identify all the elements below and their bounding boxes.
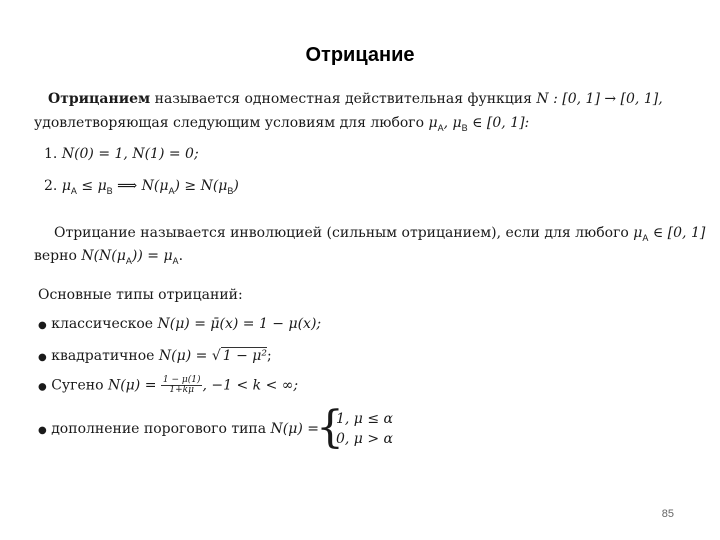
condition-2-math-c: ⟹ N(μ (112, 178, 169, 194)
definition-line-2 (34, 114, 529, 137)
type-threshold (38, 420, 319, 440)
condition-2-math-b: ≤ μ (76, 178, 107, 194)
involution-sub-1: A (642, 232, 649, 243)
involution-line-2 (34, 247, 183, 270)
bullet-icon: ● (38, 425, 47, 436)
involution-math-2b: )) = μ (131, 248, 173, 264)
definition-sub-a: A (437, 122, 444, 133)
type-classic (38, 315, 321, 335)
involution-text-2: верно (34, 248, 82, 264)
involution-sub-2b: A (172, 255, 179, 266)
sqrt-icon: √ (211, 348, 221, 364)
bullet-icon: ● (38, 381, 47, 393)
condition-1-math: N(0) = 1, N(1) = 0; (61, 146, 199, 162)
condition-1 (44, 145, 199, 163)
condition-1-number: 1. (44, 146, 58, 162)
condition-2-sub-d: B (227, 185, 234, 196)
condition-2-math-e: ) (233, 178, 239, 194)
type-threshold-label: дополнение порогового типа (51, 421, 271, 437)
sugeno-fraction (161, 376, 203, 395)
types-heading: Основные типы отрицаний: (38, 287, 243, 303)
type-quadratic-sqrt: 1 − μ² (222, 348, 267, 364)
condition-2-sub-c: A (168, 185, 175, 196)
condition-2-sub-b: B (106, 185, 113, 196)
definition-math-1: N : [0, 1] → [0, 1], (536, 91, 663, 107)
type-classic-label: классическое (51, 316, 158, 332)
slide-title: Отрицание (305, 44, 415, 66)
definition-text-1: называется одноместная действительная функция (150, 91, 537, 107)
bullet-icon: ● (38, 320, 47, 331)
type-sugeno-label: Сугено (51, 377, 108, 394)
involution-line-1 (54, 224, 705, 247)
left-brace-icon: { (316, 402, 344, 453)
definition-math-2b: , μ (443, 115, 462, 131)
type-threshold-math: N(μ) = (270, 421, 319, 437)
type-sugeno-math: N(μ) = (107, 377, 161, 394)
condition-2-math-a: μ (61, 178, 71, 194)
definition-line-1 (48, 90, 663, 108)
type-quadratic (38, 347, 272, 367)
bullet-icon: ● (38, 352, 47, 363)
threshold-cases (336, 409, 393, 449)
type-quadratic-end: ; (267, 348, 272, 364)
type-quadratic-math: N(μ) = (158, 348, 212, 364)
page-number: 85 (661, 508, 674, 520)
type-classic-math: N(μ) = μ̄(x) = 1 − μ(x); (157, 316, 322, 332)
definition-text-2: удовлетворяющая следующим условиям для любого (34, 115, 429, 131)
type-sugeno (38, 376, 298, 397)
involution-math-1a: μ (633, 225, 643, 241)
condition-2-math-d: ) ≥ N(μ (174, 178, 228, 194)
type-quadratic-label: квадратичное (51, 348, 159, 364)
threshold-case-2: 0, μ > α (336, 431, 393, 447)
definition-term: Отрицанием (48, 91, 151, 107)
condition-2-number: 2. (44, 178, 58, 194)
definition-sub-b: B (461, 122, 468, 133)
involution-math-1b: ∈ [0, 1] (648, 225, 706, 241)
condition-2-sub-a: A (70, 185, 77, 196)
sugeno-numerator: 1 − μ(1) (162, 375, 201, 385)
condition-2 (44, 177, 239, 200)
involution-math-2a: N(N(μ (81, 248, 126, 264)
threshold-case-1: 1, μ ≤ α (336, 411, 393, 427)
sugeno-denominator: 1+kμ (169, 385, 194, 395)
involution-end: . (178, 248, 184, 264)
type-sugeno-condition: , −1 < k < ∞; (202, 377, 299, 394)
involution-text-1: Отрицание называется инволюцией (сильным отрицанием), если для любого (54, 225, 634, 241)
definition-math-2a: μ (428, 115, 438, 131)
definition-math-2c: ∈ [0, 1]: (467, 115, 530, 131)
involution-sub-2a: A (125, 255, 132, 266)
